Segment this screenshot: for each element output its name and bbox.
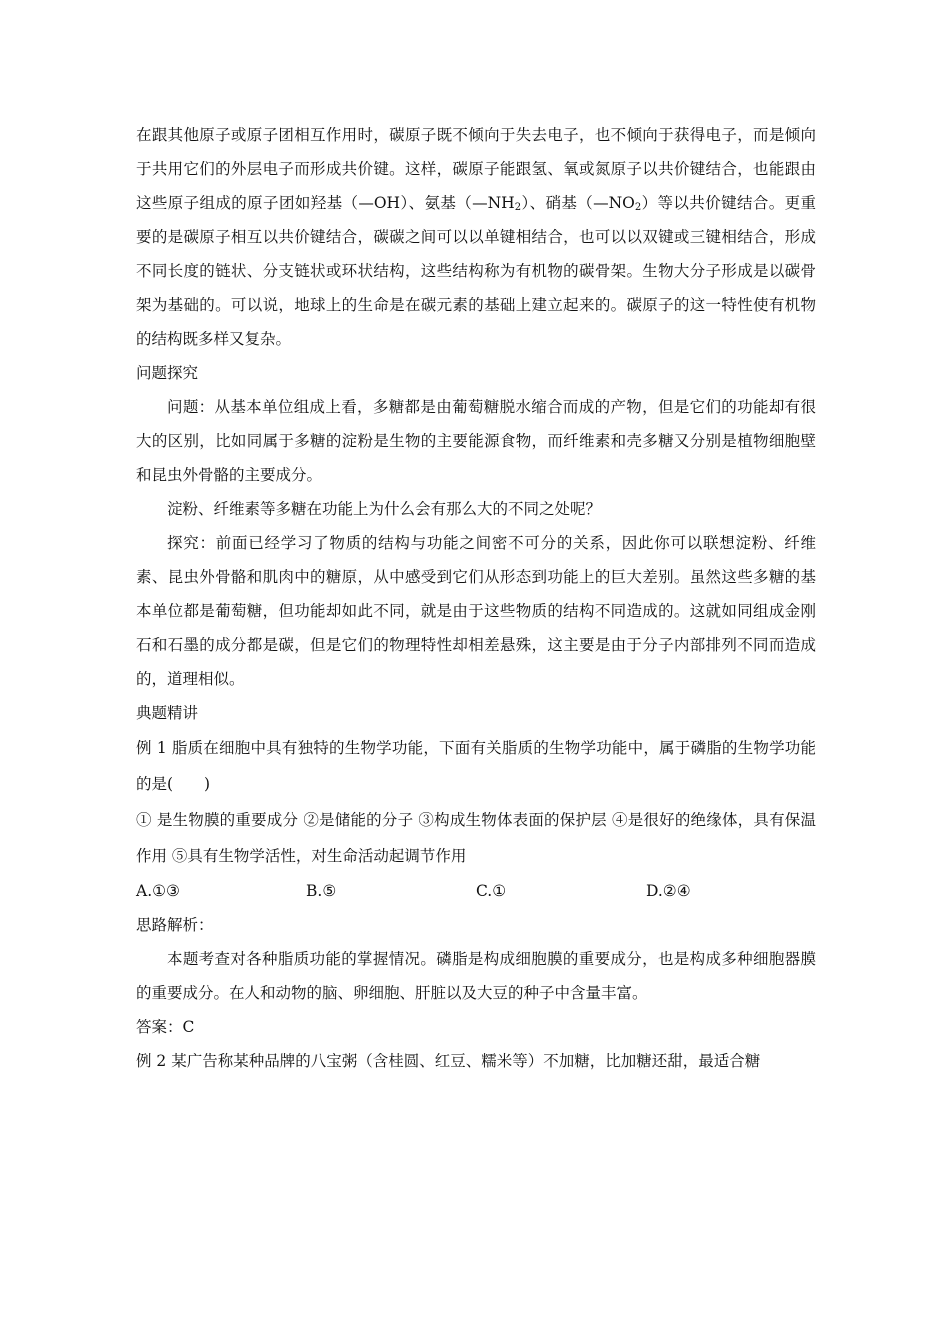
answer-line: 答案：C [136,1018,195,1036]
heading-inquiry: 问题探究 [136,364,199,382]
intro-text-part-2: ）、硝基（—NO [521,194,635,212]
nh2-subscript: 2 [514,202,522,213]
option-d: D.②④ [646,882,691,900]
option-b: B.⑤ [306,882,337,900]
no2-subscript: 2 [634,202,642,213]
analysis-paragraph: 本题考查对各种脂质功能的掌握情况。磷脂是构成细胞膜的重要成分，也是构成多种细胞器膜的重要成分。在人和动物的脑、卵细胞、肝脏以及大豆的种子中含量丰富。 [136,950,816,1002]
option-c: C.① [476,882,507,900]
example1-items: ① 是生物膜的重要成分 ②是储能的分子 ③构成生物体表面的保护层 ④是很好的绝缘体，具有保温作用 ⑤具有生物学活性，对生命活动起调节作用 [136,811,816,865]
document-page [136,118,816,1078]
example2-stem: 例 2 某广告称某种品牌的八宝粥（含桂圆、红豆、糯米等）不加糖，比加糖还甜，最适合糖 [136,1052,761,1070]
heading-analysis: 思路解析： [136,916,214,934]
question-line: 淀粉、纤维素等多糖在功能上为什么会有那么大的不同之处呢？ [167,500,602,518]
intro-text-part-1: 在跟其他原子或原子团相互作用时，碳原子既不倾向于失去电子，也不倾向于获得电子，而是倾向于共用它们的外层电子而形成共价键。这样，碳原子能跟氢、氧或氮原子以共价键结合，也能跟由这些原子组成的原子团如羟基（—OH）、氨基（—NH [136,126,816,212]
option-a: A.①③ [136,882,180,900]
example1-stem: 例 1 脂质在细胞中具有独特的生物学功能，下面有关脂质的生物学功能中，属于磷脂的生物学功能的是( ) [136,739,816,793]
example1-options [136,874,816,908]
intro-paragraph [136,118,816,356]
explore-paragraph: 探究：前面已经学习了物质的结构与功能之间密不可分的关系，因此你可以联想淀粉、纤维素、昆虫外骨骼和肌肉中的糖原，从中感受到它们从形态到功能上的巨大差别。虽然这些多糖的基本单位都是葡萄糖，但功能却如此不同，就是由于这些物质的结构不同造成的。这就如同组成金刚石和石墨的成分都是碳，但是它们的物理特性却相差悬殊，这主要是由于分子内部排列不同而造成的，道理相似。 [136,534,816,688]
heading-examples: 典题精讲 [136,704,199,722]
intro-text-part-3: ）等以共价键结合。更重要的是碳原子相互以共价键结合，碳碳之间可以以单键相结合，也可以以双键或三键相结合，形成不同长度的链状、分支链状或环状结构，这些结构称为有机物的碳骨架。生物大分子形成是以碳骨架为基础的。可以说，地球上的生命是在碳元素的基础上建立起来的。碳原子的这一特性使有机物的结构既多样又复杂。 [136,194,816,348]
question-paragraph: 问题：从基本单位组成上看，多糖都是由葡萄糖脱水缩合而成的产物，但是它们的功能却有很大的区别，比如同属于多糖的淀粉是生物的主要能源食物，而纤维素和壳多糖又分别是植物细胞壁和昆虫外骨骼的主要成分。 [136,398,816,484]
